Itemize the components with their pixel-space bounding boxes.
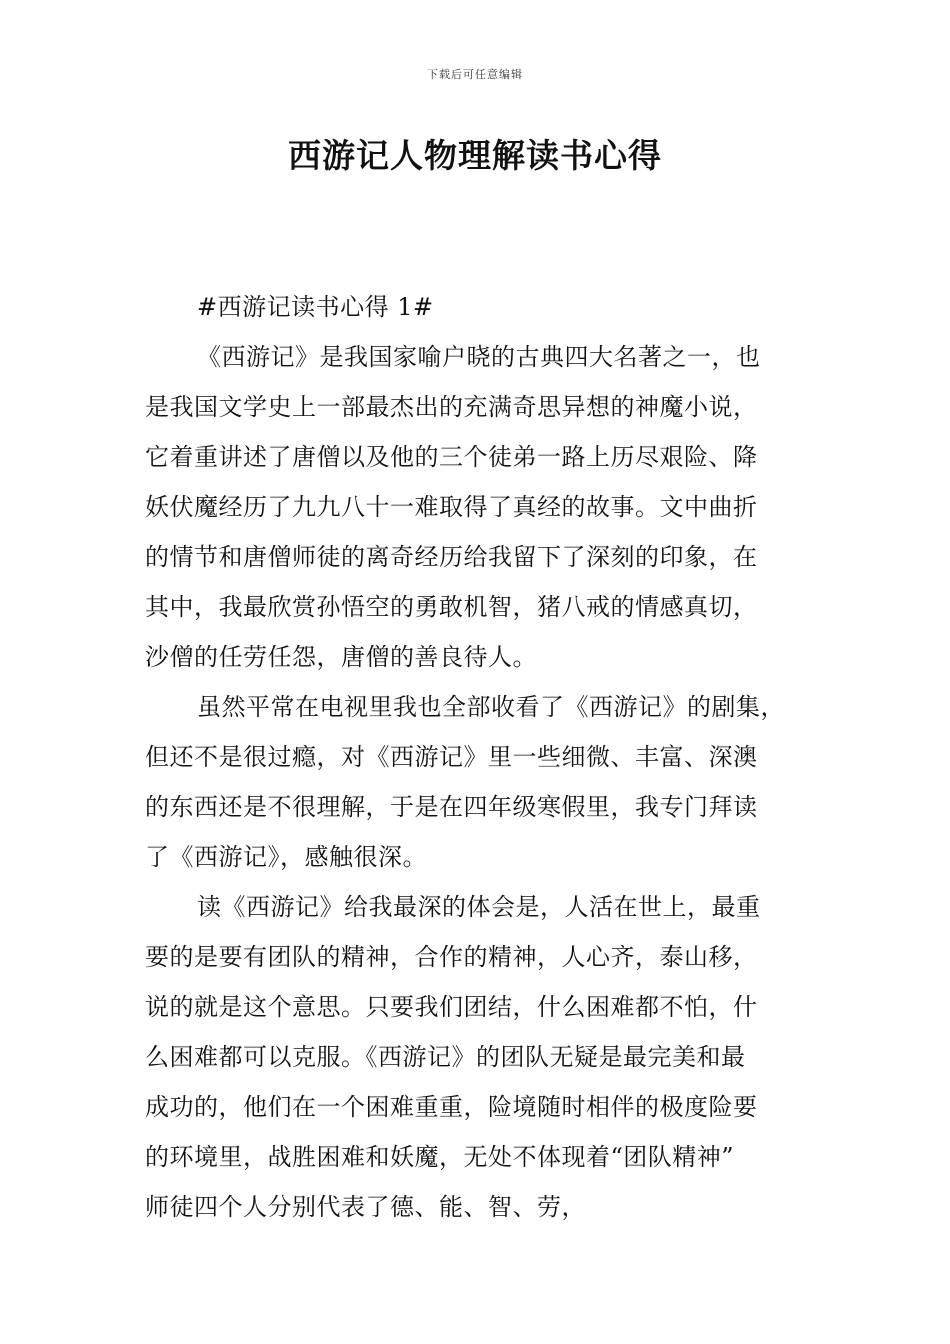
paragraph-line: 的环境里，战胜困难和妖魔，无处不体现着“团队精神”	[145, 1143, 735, 1171]
paragraph-line: 虽然平常在电视里我也全部收看了《西游记》的剧集，	[197, 693, 785, 721]
paragraph-3	[145, 882, 820, 1232]
header-note: 下载后可任意编辑	[427, 68, 523, 81]
paragraph-line: 成功的，他们在一个困难重重，险境随时相伴的极度险要	[145, 1093, 758, 1121]
paragraph-1	[145, 332, 820, 682]
paragraph-line: 是我国文学史上一部最杰出的充满奇思异想的神魔小说，	[145, 393, 758, 421]
paragraph-2	[145, 682, 820, 882]
paragraph-line: 它着重讲述了唐僧以及他的三个徒弟一路上历尽艰险、降	[145, 443, 758, 471]
paragraph-line: 读《西游记》给我最深的体会是，人活在世上，最重	[197, 893, 761, 921]
paragraph-line: 其中，我最欣赏孙悟空的勇敢机智，猪八戒的情感真切，	[145, 593, 758, 621]
paragraph-line: 说的就是这个意思。只要我们团结，什么困难都不怕，什	[145, 993, 758, 1021]
document-title: 西游记人物理解读书心得	[288, 136, 662, 175]
paragraph-line: 《西游记》是我国家喻户晓的古典四大名著之一，也	[197, 343, 761, 371]
paragraph-line: 了《西游记》，感触很深。	[145, 843, 427, 871]
paragraph-line: 的情节和唐僧师徒的离奇经历给我留下了深刻的印象，在	[145, 543, 758, 571]
paragraph-line: 的东西还是不很理解，于是在四年级寒假里，我专门拜读	[145, 793, 758, 821]
paragraph-line: 但还不是很过瘾，对《西游记》里一些细微、丰富、深澳	[145, 743, 758, 771]
paragraph-line: 妖伏魔经历了九九八十一难取得了真经的故事。文中曲折	[145, 493, 758, 521]
paragraph-line: 要的是要有团队的精神，合作的精神，人心齐，泰山移，	[145, 943, 758, 971]
paragraph-line: 师徒四个人分别代表了德、能、智、劳，	[145, 1193, 586, 1221]
section-heading: #西游记读书心得 1#	[197, 293, 434, 321]
paragraph-line: 沙僧的任劳任怨，唐僧的善良待人。	[145, 643, 537, 671]
document-body	[145, 282, 820, 1232]
paragraph-line: 么困难都可以克服。《西游记》的团队无疑是最完美和最	[145, 1043, 746, 1071]
